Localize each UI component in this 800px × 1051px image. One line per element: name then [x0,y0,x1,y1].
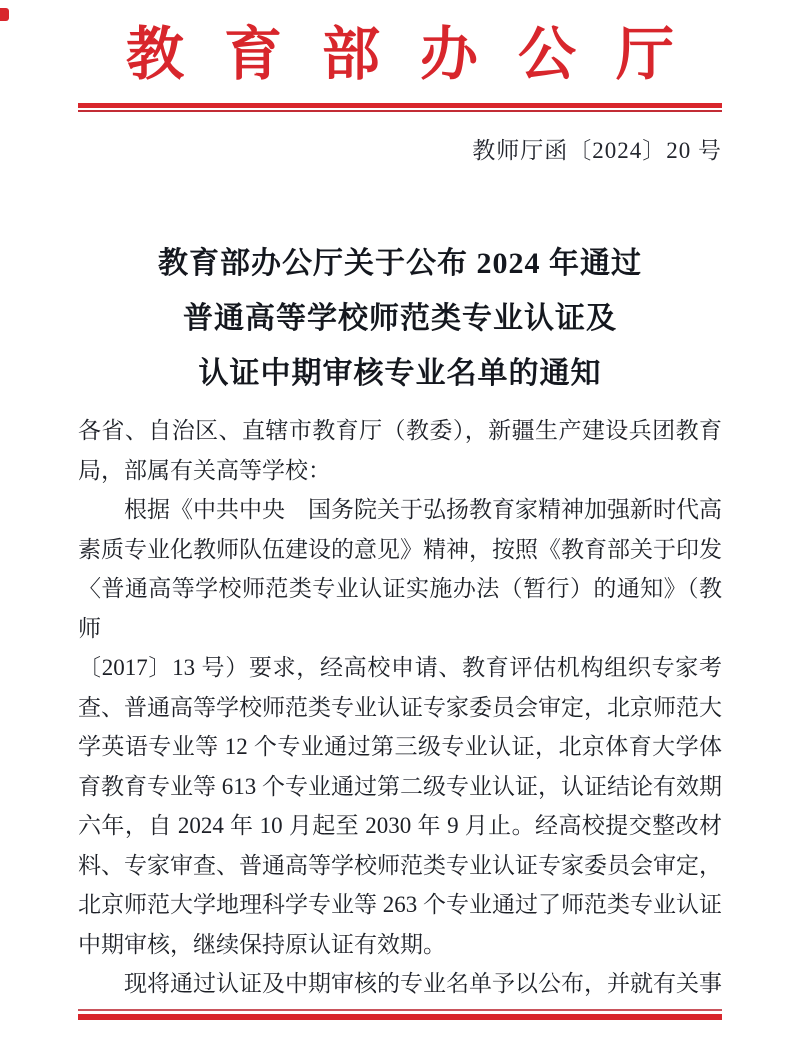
issuing-agency-name: 教育部办公厅 [125,22,714,87]
footer-rule-thick [78,1014,722,1020]
header-rule-thin [78,110,722,112]
document-title-line-3: 认证中期审核专业名单的通知 [198,357,602,390]
body-line: 〈普通高等学校师范类专业认证实施办法（暂行）的通知》（教师 [78,576,722,641]
body-line: 学英语专业等 12 个专业通过第三级专业认证，北京体育大学体 [78,734,722,759]
footer-rule-thin [78,1009,722,1011]
body-line: 北京师范大学地理科学专业等 263 个专业通过了师范类专业认证 [78,892,722,917]
body-line: 中期审核，继续保持原认证有效期。 [78,931,446,957]
document-body [78,411,722,1004]
body-line: 查、普通高等学校师范类专业认证专家委员会审定，北京师范大 [78,694,722,720]
body-line: 六年，自 2024 年 10 月起至 2030 年 9 月止。经高校提交整改材 [78,813,722,838]
header-rule-thick [78,103,722,108]
body-line: 素质专业化教师队伍建设的意见》精神，按照《教育部关于印发 [78,536,722,562]
document-header [78,24,722,164]
issuing-agency-banner [78,24,722,86]
document-title-line-1: 教育部办公厅关于公布 2024 年通过 [158,247,642,280]
body-line: 现将通过认证及中期审核的专业名单予以公布，并就有关事 [124,971,722,996]
body-line: 育教育专业等 613 个专业通过第二级专业认证，认证结论有效期 [78,773,722,799]
document-footer [78,1009,722,1020]
body-line: 局，部属有关高等学校： [78,457,331,483]
document-title [78,236,722,401]
document-reference-number: 教师厅函〔2024〕20 号 [472,138,722,163]
body-line: 料、专家审查、普通高等学校师范类专业认证专家委员会审定， [78,852,722,878]
body-line: 根据《中共中央 国务院关于弘扬教育家精神加强新时代高 [124,497,722,522]
document-title-line-2: 普通高等学校师范类专业认证及 [183,302,617,335]
scan-corner-mark [0,8,9,21]
body-line: 各省、自治区、直辖市教育厅（教委），新疆生产建设兵团教育 [78,418,722,443]
body-line: 〔2017〕13 号）要求，经高校申请、教育评估机构组织专家考 [78,655,722,680]
